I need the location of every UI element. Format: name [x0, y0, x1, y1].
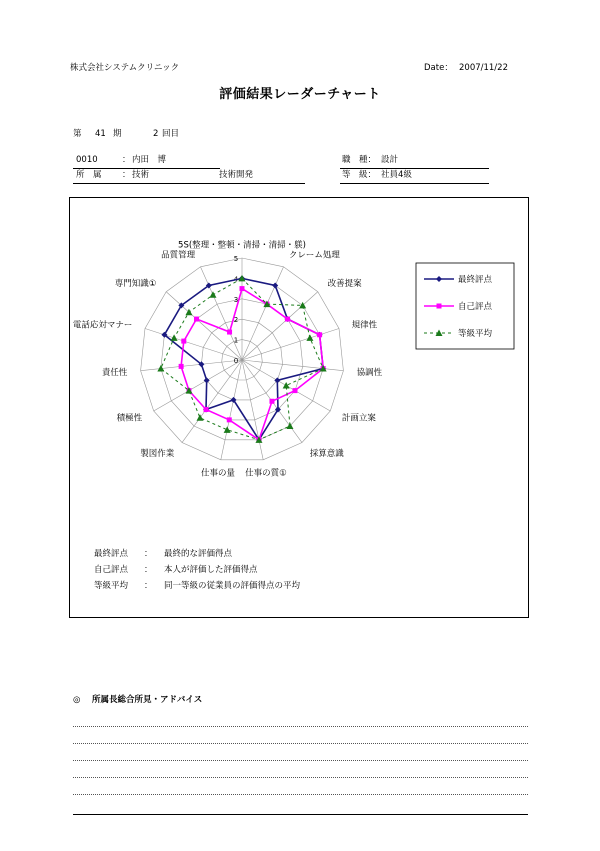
note-sep-self: ：	[144, 565, 153, 575]
note-sep-final: ：	[144, 549, 153, 559]
period-term: 41	[95, 129, 106, 139]
advice-line[interactable]	[73, 743, 528, 744]
data-point	[197, 414, 204, 421]
advice-line[interactable]	[73, 777, 528, 778]
data-point	[171, 334, 178, 341]
note-desc-final: 最終的な評価得点	[164, 549, 233, 559]
data-point	[204, 407, 209, 412]
grade-value: 社員4級	[381, 170, 412, 180]
dept-value: 技術	[132, 170, 150, 180]
axis-label: 仕事の量	[201, 468, 236, 479]
axis-label: 規律性	[351, 320, 378, 331]
data-point	[179, 364, 184, 369]
data-point	[269, 399, 274, 404]
axis-label: 仕事の質①	[245, 468, 287, 479]
axis-label: 専門知識①	[114, 278, 157, 289]
data-point	[240, 286, 245, 291]
data-point	[306, 334, 313, 341]
grade-underline	[340, 183, 489, 184]
note-term-avg: 等級平均	[94, 581, 129, 591]
legend-marker	[437, 304, 442, 309]
axis-label: 計画立案	[341, 413, 376, 424]
name-underline	[73, 168, 220, 169]
data-point	[194, 317, 199, 322]
note-term-self: 自己評点	[94, 565, 129, 575]
note-desc-avg: 同一等級の従業員の評価得点の平均	[164, 581, 301, 591]
data-point	[317, 332, 322, 337]
grid-spoke	[242, 328, 339, 360]
dept-underline	[73, 183, 305, 184]
dept-sep: ：	[122, 170, 131, 180]
tick-label: 5	[233, 255, 239, 263]
company-name: 株式会社システムクリニック	[70, 63, 180, 73]
employee-id: 0010	[76, 155, 98, 165]
employee-name-sep: ：	[122, 155, 131, 165]
legend-label: 自己評点	[458, 302, 493, 312]
axis-label: 改善提案	[327, 278, 362, 289]
grade-label: 等 級：	[342, 170, 377, 180]
legend-label: 等級平均	[458, 329, 493, 339]
data-point	[227, 330, 232, 335]
advice-title: 所属長総合所見・アドバイス	[92, 695, 203, 705]
job-label: 職 種：	[342, 155, 377, 165]
tick-label: 3	[233, 295, 239, 304]
radar-chart-frame	[69, 197, 529, 618]
note-sep-avg: ：	[144, 581, 153, 591]
tick-label: 4	[233, 275, 239, 284]
job-underline	[340, 168, 489, 169]
advice-bullet: ◎	[73, 695, 81, 705]
date-value: 2007/11/22	[459, 63, 508, 73]
grid-spoke	[242, 267, 283, 360]
legend-label: 最終評点	[458, 275, 493, 285]
radar-chart	[70, 198, 528, 617]
data-point	[272, 282, 278, 288]
axis-label: 電話応対マナー	[72, 320, 133, 331]
data-point	[285, 317, 290, 322]
period-prefix: 第	[73, 129, 82, 139]
axis-label: 積極性	[116, 413, 143, 424]
period-count: 2	[153, 129, 159, 139]
employee-name: 内田 博	[132, 155, 167, 165]
data-point	[181, 339, 186, 344]
job-value: 設計	[381, 155, 399, 165]
tick-label: 2	[233, 316, 239, 325]
axis-label: 採算意識	[309, 449, 344, 460]
note-desc-self: 本人が評価した評価得点	[164, 565, 258, 575]
advice-bottom-line	[73, 814, 528, 815]
axis-label: 製図作業	[140, 449, 175, 460]
advice-line[interactable]	[73, 760, 528, 761]
axis-label: クレーム処理	[288, 250, 340, 261]
axis-label: 責任性	[101, 368, 128, 379]
data-point	[209, 291, 216, 298]
grid-spoke	[242, 292, 318, 360]
dept-section: 技術開発	[219, 170, 254, 180]
period-count-suffix: 回目	[162, 129, 180, 139]
advice-line[interactable]	[73, 726, 528, 727]
tick-label: 1	[233, 336, 239, 345]
period-term-suffix: 期	[113, 129, 122, 139]
data-point	[224, 426, 231, 433]
data-point	[283, 382, 290, 389]
note-term-final: 最終評点	[94, 549, 129, 559]
axis-label: 5S(整理・整頓・清掃・清掃・躾)	[178, 240, 306, 251]
axis-label: 協調性	[356, 368, 383, 379]
data-point	[293, 388, 298, 393]
data-point	[227, 417, 232, 422]
dept-label: 所 属	[76, 170, 102, 180]
tick-label: 0	[233, 357, 239, 365]
page-title: 評価結果レーダーチャート	[219, 87, 381, 102]
date-label: Date：	[424, 63, 453, 73]
axis-label: 品質管理	[161, 250, 196, 261]
advice-line[interactable]	[73, 794, 528, 795]
